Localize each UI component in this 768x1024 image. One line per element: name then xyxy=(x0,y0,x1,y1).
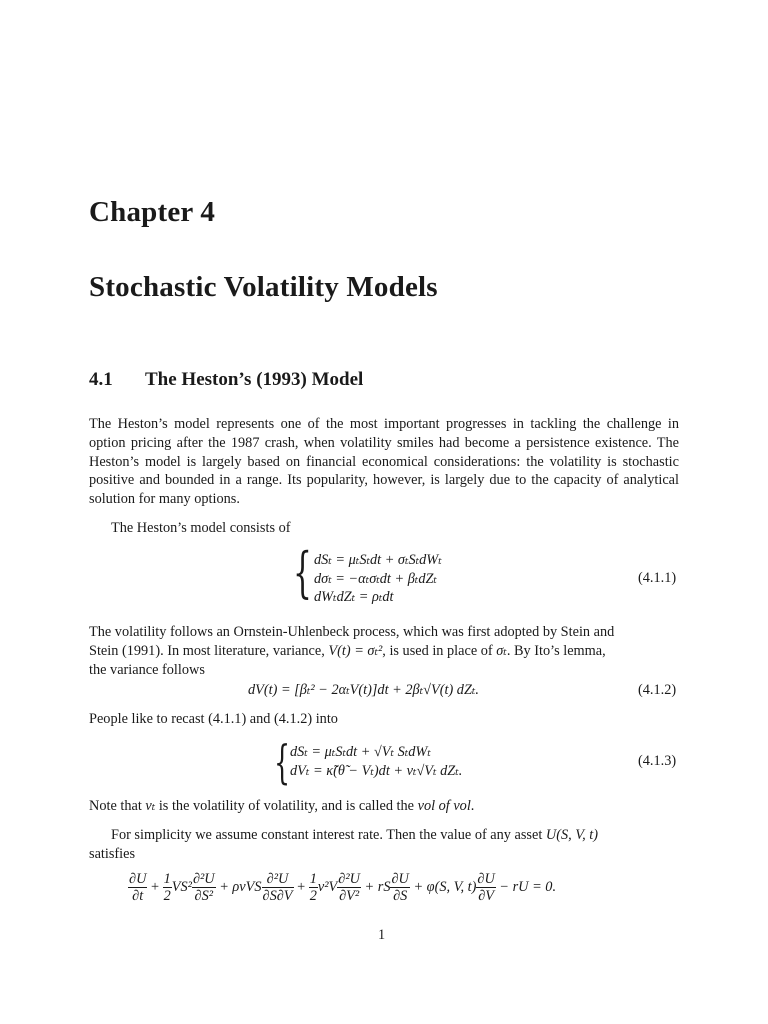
paragraph-line xyxy=(89,797,679,816)
eq-line: dWₜdZₜ = ρₜdt xyxy=(314,589,394,605)
equation-4-1-1 xyxy=(314,551,442,607)
left-brace-icon: { xyxy=(274,735,291,789)
page-number: 1 xyxy=(378,927,386,943)
eq-line: dVₜ = κ̃(θ̃ − Vₜ)dt + νₜ√Vₜ dZₜ. xyxy=(290,763,463,779)
eq-line: dSₜ = μₜSₜdt + σₜSₜdWₜ xyxy=(314,552,442,568)
equation-4-1-3 xyxy=(290,743,462,781)
paragraph-line: satisfies xyxy=(89,846,136,862)
chapter-label: Chapter 4 xyxy=(89,196,216,228)
fraction: $\frac{\partial U}{\partial t}$ xyxy=(129,871,147,904)
section-heading xyxy=(89,369,363,391)
text-span: . xyxy=(470,798,475,814)
text-span: Stein (1991). In most literature, variance, xyxy=(89,643,329,659)
eq-line: dσₜ = −αₜσₜdt + βₜdZₜ xyxy=(314,570,437,587)
intro-paragraph: The Heston’s model represents one of the most important progresses in tackling the challenge in option pricing after the 1987 crash, when volatility smiles had become a persistence existence. The Heston’s model is largely based on financial economical considerations: the volatility is stochastic positive and bounded in a range. Its popularity, however, is largely due to the capacity of analytical solution for many options. xyxy=(89,416,679,508)
inline-math: νₜ xyxy=(145,798,156,814)
equation-number: (4.1.3) xyxy=(638,753,677,769)
paragraph-line: The volatility follows an Ornstein-Uhlenbeck process, which was first adopted by Stein and xyxy=(89,624,615,640)
text-span: is the volatility of volatility, and is called the xyxy=(155,798,418,814)
paragraph-line: the variance follows xyxy=(89,662,205,678)
text-span: Note that xyxy=(89,798,146,814)
model-intro-text: The Heston’s model consists of xyxy=(111,520,291,536)
fraction: $\frac{1}{2}$ xyxy=(163,871,171,904)
chapter-title: Stochastic Volatility Models xyxy=(89,271,438,303)
section-number: 4.1 xyxy=(89,369,113,390)
pde-equation: $\frac{\partial U}{\partial t}$ + $\frac{1}{2}$ VS² $\frac{\text{∂²U}}{\text{∂S²}}$ + ρνVS $\frac{\text{∂²U}}{\partial S\partial V}$ + $\frac{1}{2}$ ν²V $\frac{\text{∂²U}}{\text{∂V²}}$ + rS $\frac{\partial U}{\partial S}$ + φ(S, V, t) $\frac{\partial U}{\partial V}$ − rU = 0. xyxy=(129,871,557,904)
equation-number: (4.1.2) xyxy=(638,682,677,698)
left-brace-icon: { xyxy=(293,541,312,604)
text-span: For simplicity we assume constant interest rate. Then the value of any asset xyxy=(111,827,546,843)
fraction: $\frac{\text{∂²U}}{\text{∂V²}}$ xyxy=(338,871,360,904)
fraction: $\frac{\partial U}{\partial V}$ xyxy=(477,871,495,904)
eq-line: dSₜ = μₜSₜdt + √Vₜ SₜdWₜ xyxy=(290,744,431,760)
text-span: . By Ito’s lemma, xyxy=(506,643,606,659)
inline-math: σₜ xyxy=(496,643,507,659)
text-span: , is used in place of xyxy=(382,643,497,659)
paragraph-line xyxy=(89,642,679,661)
section-title: The Heston’s (1993) Model xyxy=(145,369,364,390)
fraction: $\frac{\text{∂²U}}{\partial S\partial V}$ xyxy=(262,871,293,904)
emphasis-text: vol of vol xyxy=(417,798,471,814)
inline-math: V(t) = σₜ² xyxy=(328,643,383,659)
equation-number: (4.1.1) xyxy=(638,570,677,586)
recast-text: People like to recast (4.1.1) and (4.1.2) into xyxy=(89,711,338,727)
fraction: $\frac{\partial U}{\partial S}$ xyxy=(391,871,409,904)
fraction: $\frac{\text{∂²U}}{\text{∂S²}}$ xyxy=(192,871,215,904)
paragraph-line xyxy=(89,826,679,845)
fraction: $\frac{1}{2}$ xyxy=(309,871,317,904)
inline-math: U(S, V, t) xyxy=(545,827,599,843)
equation-4-1-2: dV(t) = [βₜ² − 2αₜV(t)]dt + 2βₜ√V(t) dZₜ. xyxy=(248,682,479,698)
